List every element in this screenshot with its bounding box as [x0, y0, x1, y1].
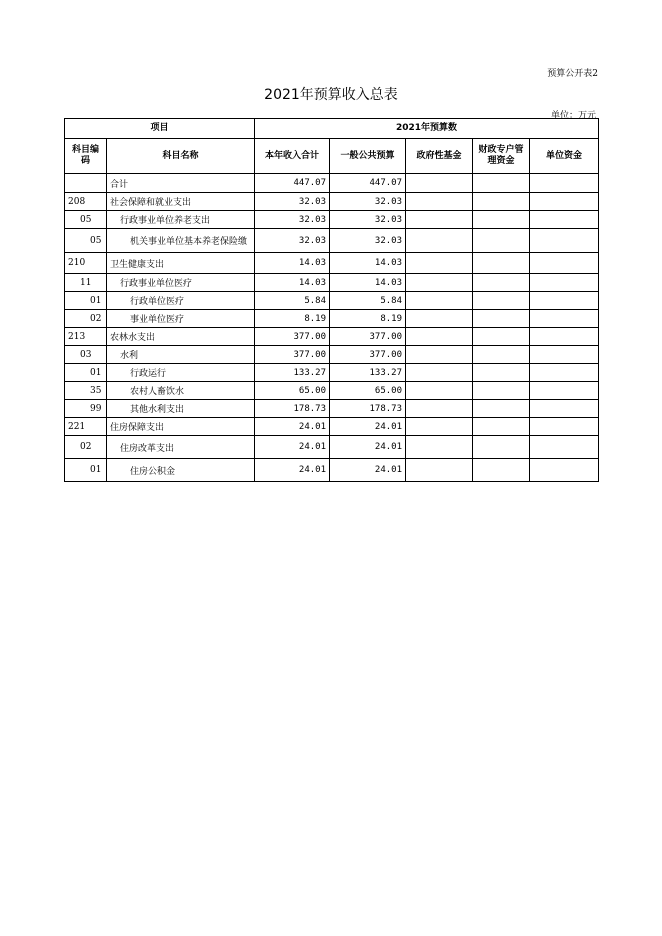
- row-special: [473, 364, 530, 382]
- row-general: 377.00: [330, 328, 406, 346]
- header-general: 一般公共预算: [330, 139, 406, 174]
- row-total: 65.00: [255, 382, 330, 400]
- row-fund: [406, 436, 473, 459]
- row-general: 24.01: [330, 418, 406, 436]
- row-total: 24.01: [255, 436, 330, 459]
- row-code: 01: [65, 364, 107, 382]
- table-row: [65, 382, 599, 400]
- row-special: [473, 382, 530, 400]
- row-code: 213: [65, 328, 107, 346]
- row-total: 32.03: [255, 193, 330, 211]
- header-code: 科目编码: [65, 139, 107, 174]
- row-special: [473, 274, 530, 292]
- row-general: 5.84: [330, 292, 406, 310]
- row-code: [65, 174, 107, 193]
- row-code: 221: [65, 418, 107, 436]
- row-unit-funds: [530, 382, 599, 400]
- row-name: 行政运行: [107, 364, 255, 382]
- table-row: [65, 310, 599, 328]
- table-row: [65, 328, 599, 346]
- row-special: [473, 174, 530, 193]
- row-code: 01: [65, 292, 107, 310]
- table-body: [65, 174, 599, 482]
- row-unit-funds: [530, 193, 599, 211]
- table-row: [65, 292, 599, 310]
- row-name: 行政单位医疗: [107, 292, 255, 310]
- row-code: 02: [65, 436, 107, 459]
- row-name: 水利: [107, 346, 255, 364]
- row-general: 8.19: [330, 310, 406, 328]
- row-name: 农村人畜饮水: [107, 382, 255, 400]
- row-fund: [406, 346, 473, 364]
- row-unit-funds: [530, 364, 599, 382]
- row-unit-funds: [530, 459, 599, 482]
- row-name: 住房改革支出: [107, 436, 255, 459]
- row-unit-funds: [530, 328, 599, 346]
- row-fund: [406, 310, 473, 328]
- row-fund: [406, 229, 473, 253]
- row-general: 32.03: [330, 193, 406, 211]
- row-code: 208: [65, 193, 107, 211]
- table-row: [65, 174, 599, 193]
- row-general: 447.07: [330, 174, 406, 193]
- row-code: 01: [65, 459, 107, 482]
- row-name: 农林水支出: [107, 328, 255, 346]
- header-fund: 政府性基金: [406, 139, 473, 174]
- row-code: 02: [65, 310, 107, 328]
- table-row: [65, 364, 599, 382]
- row-unit-funds: [530, 211, 599, 229]
- header-group-item: 项目: [65, 119, 255, 139]
- unit-label: 单位：万元: [550, 111, 596, 121]
- table-row: [65, 418, 599, 436]
- row-unit-funds: [530, 292, 599, 310]
- row-total: 133.27: [255, 364, 330, 382]
- row-general: 133.27: [330, 364, 406, 382]
- row-total: 24.01: [255, 418, 330, 436]
- table-row: [65, 436, 599, 459]
- row-name: 行政事业单位医疗: [107, 274, 255, 292]
- row-total: 24.01: [255, 459, 330, 482]
- row-fund: [406, 328, 473, 346]
- row-general: 24.01: [330, 436, 406, 459]
- row-special: [473, 229, 530, 253]
- row-total: 14.03: [255, 274, 330, 292]
- table-row: [65, 253, 599, 274]
- row-fund: [406, 253, 473, 274]
- row-code: 11: [65, 274, 107, 292]
- table-row: [65, 459, 599, 482]
- row-name: 机关事业单位基本养老保险缴: [107, 229, 255, 253]
- row-special: [473, 328, 530, 346]
- row-name: 社会保障和就业支出: [107, 193, 255, 211]
- row-name: 住房保障支出: [107, 418, 255, 436]
- row-total: 14.03: [255, 253, 330, 274]
- header-special: 财政专户管理资金: [473, 139, 530, 174]
- row-fund: [406, 174, 473, 193]
- row-name: 其他水利支出: [107, 400, 255, 418]
- row-total: 32.03: [255, 229, 330, 253]
- doc-tag: 预算公开表2: [547, 69, 598, 79]
- row-total: 377.00: [255, 346, 330, 364]
- row-special: [473, 253, 530, 274]
- row-unit-funds: [530, 436, 599, 459]
- row-special: [473, 211, 530, 229]
- row-fund: [406, 211, 473, 229]
- row-name: 行政事业单位养老支出: [107, 211, 255, 229]
- row-special: [473, 193, 530, 211]
- row-total: 32.03: [255, 211, 330, 229]
- row-general: 14.03: [330, 253, 406, 274]
- header-group-budget: 2021年预算数: [255, 119, 599, 139]
- table-row: [65, 274, 599, 292]
- row-fund: [406, 418, 473, 436]
- row-unit-funds: [530, 174, 599, 193]
- row-general: 24.01: [330, 459, 406, 482]
- header-unit-funds: 单位资金: [530, 139, 599, 174]
- table-row: [65, 229, 599, 253]
- row-total: 447.07: [255, 174, 330, 193]
- row-special: [473, 400, 530, 418]
- row-unit-funds: [530, 400, 599, 418]
- row-total: 8.19: [255, 310, 330, 328]
- row-special: [473, 292, 530, 310]
- row-fund: [406, 364, 473, 382]
- header-total: 本年收入合计: [255, 139, 330, 174]
- row-special: [473, 346, 530, 364]
- table-row: [65, 193, 599, 211]
- row-general: 65.00: [330, 382, 406, 400]
- row-fund: [406, 459, 473, 482]
- row-total: 178.73: [255, 400, 330, 418]
- row-name: 事业单位医疗: [107, 310, 255, 328]
- row-special: [473, 310, 530, 328]
- row-general: 178.73: [330, 400, 406, 418]
- row-total: 5.84: [255, 292, 330, 310]
- row-fund: [406, 400, 473, 418]
- row-code: 03: [65, 346, 107, 364]
- row-code: 05: [65, 211, 107, 229]
- row-fund: [406, 292, 473, 310]
- row-fund: [406, 274, 473, 292]
- row-unit-funds: [530, 346, 599, 364]
- row-unit-funds: [530, 274, 599, 292]
- row-special: [473, 436, 530, 459]
- row-special: [473, 418, 530, 436]
- table-row: [65, 346, 599, 364]
- budget-table: [64, 118, 599, 482]
- row-unit-funds: [530, 253, 599, 274]
- row-general: 32.03: [330, 211, 406, 229]
- row-name: 住房公积金: [107, 459, 255, 482]
- row-code: 210: [65, 253, 107, 274]
- row-code: 05: [65, 229, 107, 253]
- row-unit-funds: [530, 229, 599, 253]
- row-code: 99: [65, 400, 107, 418]
- table-row: [65, 211, 599, 229]
- page-title: 2021年预算收入总表: [264, 87, 398, 103]
- row-fund: [406, 193, 473, 211]
- row-name: 合计: [107, 174, 255, 193]
- row-general: 32.03: [330, 229, 406, 253]
- row-fund: [406, 382, 473, 400]
- row-name: 卫生健康支出: [107, 253, 255, 274]
- row-general: 14.03: [330, 274, 406, 292]
- row-unit-funds: [530, 310, 599, 328]
- row-code: 35: [65, 382, 107, 400]
- row-unit-funds: [530, 418, 599, 436]
- row-general: 377.00: [330, 346, 406, 364]
- row-total: 377.00: [255, 328, 330, 346]
- header-name: 科目名称: [107, 139, 255, 174]
- row-special: [473, 459, 530, 482]
- table-row: [65, 400, 599, 418]
